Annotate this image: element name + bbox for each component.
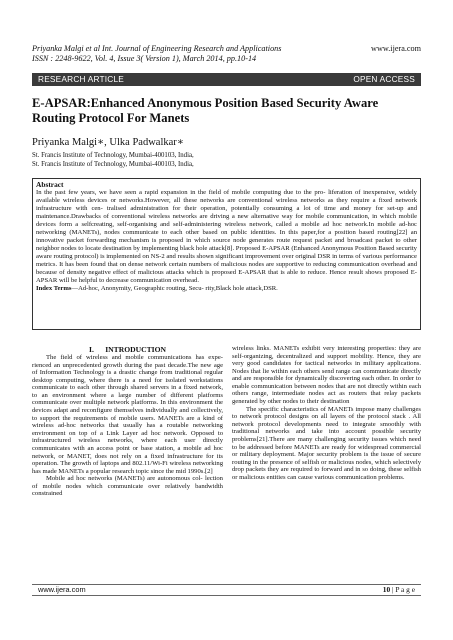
footer-site-link[interactable]: www.ijera.com xyxy=(38,585,86,594)
paper-title: E-APSAR:Enhanced Anonymous Position Based Security Aware Routing Protocol For Manets xyxy=(32,96,379,125)
intro-paragraph-4: The specific characteristics of MANETs impose many challenges to network protocol designs on all layers of the protocol stack . All network protocol developments need to integrate smoothly with traditional networks and take into account possible security problems[21].There are many challenging security issues which need to be addressed before MANETs are ready for widespread commercial or military deployment. Major security problem is the issue of secure routing in the presence of selfish or malicious nodes, which selectively drop packets they are required to forward and in so doing, these selfish or malicious entities can cause various communication problems. xyxy=(232,405,421,481)
journal-line-1: Priyanka Malgi et al Int. Journal of Engineering Research and Applications xyxy=(32,44,282,53)
page-number-suffix: | P a g e xyxy=(390,585,415,594)
page-number xyxy=(383,585,415,595)
page-number-value: 10 xyxy=(382,585,391,594)
article-type-banner xyxy=(32,73,421,86)
open-access-label: OPEN ACCESS xyxy=(353,74,415,84)
affiliations xyxy=(32,152,194,169)
intro-paragraph-1: The field of wireless and mobile communications has expe- rienced an unprecedented growth during the past decade.The new age of Information Technology is a drastic change from traditional regular desktop computing, where there is a need for isolated workstations communicate to each other through shared servers in a fixed network, to an environment where a large number of different platforms communicate over multiple network platforms. In this environment the devices adapt and reconfigure themselves individually and collectively, to support the requirements of mobile users. MANETs are a kind of wireless ad-hoc networks that usually has a routable networking environment on top of a Link Layer ad hoc network. Opposed to infrastructured wireless networks, where each user directly communicates with an access point or base station, a mobile ad hoc network, or MANET, does not rely on a fixed infrastructure for its operation. The growth of laptops and 802.11/Wi-Fi wireless networking has made MANETs a popular research topic since the mid 1990s.[2] xyxy=(32,354,223,475)
journal-citation xyxy=(32,44,352,64)
index-terms-list: —Ad-hoc, Anonymity, Geographic routing, Secu- rity,Black hole attack,DSR. xyxy=(71,285,278,293)
index-terms xyxy=(36,285,417,293)
author-list: Priyanka Malgi∗, Ulka Padwalkar∗ xyxy=(32,137,184,148)
intro-paragraph-3: wireless links. MANETs exhibit very interesting properties: they are self-organizing, decentralized and support mobility. Hence, they are very good candidates for tactical networks in military applications. Nodes that lie within each others send range can communicate directly and are responsible for dynamically discovering each other. In order to enable communication between nodes that are not directly within each others range, intermediate nodes act as routers that relay packets generated by other nodes to their destination xyxy=(232,345,421,406)
affiliation-1: St. Francis Institute of Technology, Mumbai-400103, India, xyxy=(32,152,194,159)
abstract-box xyxy=(32,178,421,330)
abstract-heading: Abstract xyxy=(36,180,64,189)
page-footer xyxy=(32,584,421,596)
right-column xyxy=(232,345,421,481)
journal-line-2: ISSN : 2248-9622, Vol. 4, Issue 3( Version 1), March 2014, pp.10-14 xyxy=(32,54,257,63)
intro-paragraph-2: Mobile ad hoc networks (MANETs) are autonomous col- lection of mobile nodes which communicate over relatively bandwidth constrained xyxy=(32,475,223,498)
affiliation-2: St. Francis Institute of Technology, Mumbai-400103, India, xyxy=(32,160,194,168)
abstract-text: In the past few years, we have seen a rapid expansion in the field of mobile computing due to the pro- liferation of inexpensive, widely available wireless devices or networks.However, all these networks are conventional wireless networks as they require a fixed network infrastructure with cen- tralised administration for their operation, potentially consuming a lot of time and money for set-up and maintenance.Drawbacks of conventional wireless networks are driving a new alternative way for mobile communication, in which mobile devices form a selfcreating, self-organising and self-administering wireless network, called a mobile ad hoc network.In mobile ad-hoc networking (MANETs), nodes communicate to each other based on public identities. In this paper,for a position based routing[22] an innovative packet forwarding mechanism is proposed in which source node generates route request packet and broadcast packet to other neighbor nodes to locate destination by implementing black hole attack[8]. Proposed E-APSAR (Enhanced Anonymous Position Based security aware routing protocol) is implemented on NS-2 and results shown significant improvement over original DSR in terms of various performance metrics. It has been found that on dense network certain numbers of malicious nodes are supportive to reducing communication overhead and because of density negative effect of malicious attacks which is proposed E-APSAR that is able to reduce. Hence result shows proposed E-APSAR will be helpful to decrease communication overhead. xyxy=(36,189,417,285)
index-terms-label: Index Terms xyxy=(36,285,72,293)
header-site-link[interactable]: www.ijera.com xyxy=(371,44,421,53)
left-column xyxy=(32,354,223,498)
research-article-label: RESEARCH ARTICLE xyxy=(38,74,125,84)
section-heading-introduction: I. INTRODUCTION xyxy=(88,345,166,354)
